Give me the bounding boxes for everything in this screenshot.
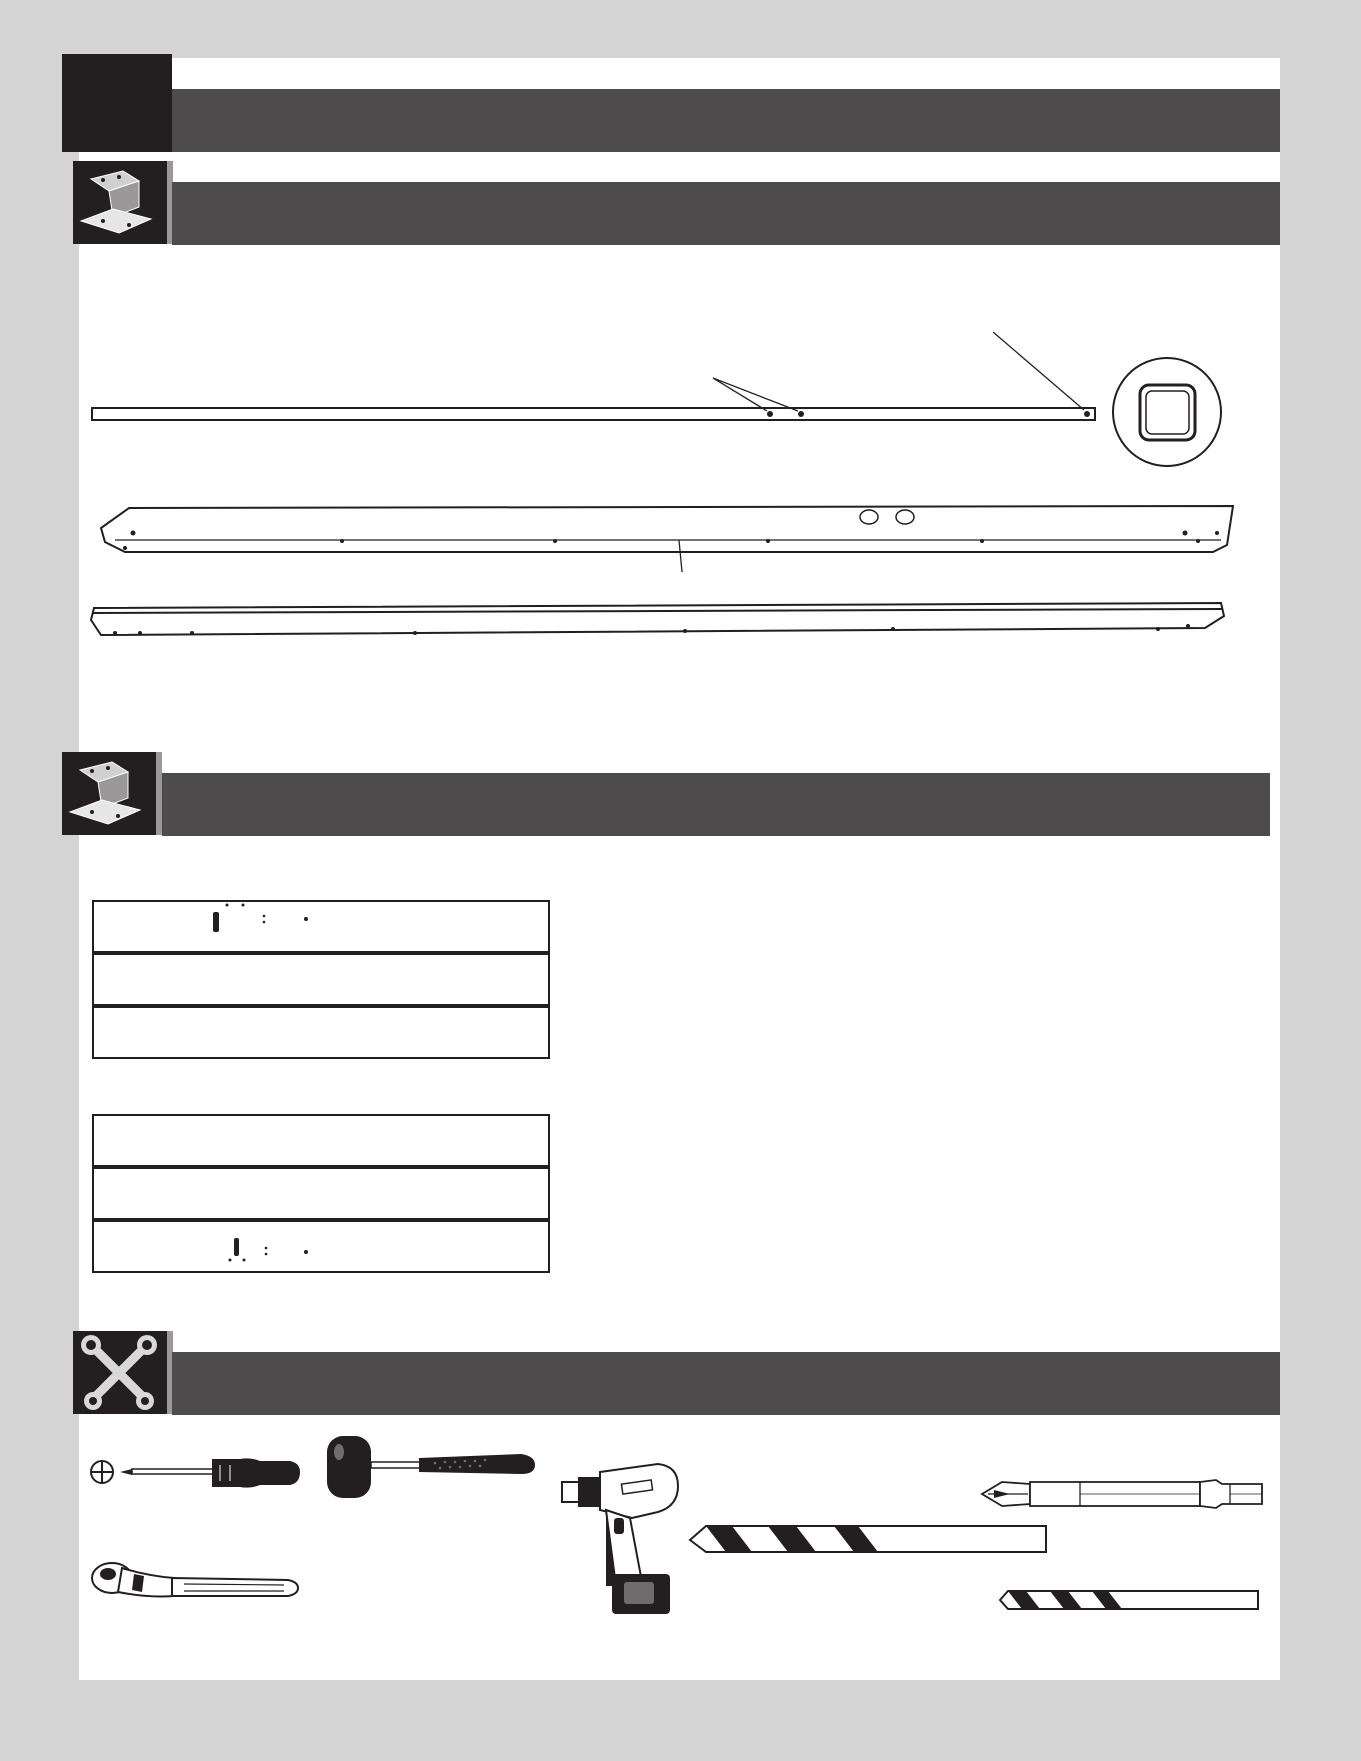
hardware-row <box>92 953 550 1006</box>
step-number-block <box>62 54 172 152</box>
hardware-row <box>92 1006 550 1059</box>
hardware-row <box>92 1114 550 1167</box>
hardware-section-bar <box>162 773 1270 836</box>
hardware-row <box>92 900 550 953</box>
flat-bar-part <box>92 332 1095 420</box>
phillips-screwdriver-icon <box>90 1455 302 1505</box>
tools-section-icon-box <box>73 1331 173 1414</box>
side-rail-part <box>101 506 1233 572</box>
hardware-row <box>92 1167 550 1220</box>
instruction-sheet <box>79 58 1280 1680</box>
cordless-drill-icon <box>560 1462 685 1620</box>
hardware-section-icon-box <box>62 752 162 835</box>
ratchet-wrench-icon <box>88 1558 302 1608</box>
wrench-icon <box>73 1331 167 1414</box>
phillips-bit-icon <box>980 1474 1270 1514</box>
parts-section-icon-box <box>73 161 173 244</box>
parts-section-bar <box>172 182 1280 245</box>
rubber-mallet-icon <box>325 1432 537 1502</box>
bracket-icon <box>73 161 167 244</box>
drill-bit-icon <box>998 1588 1262 1612</box>
parts-drawing <box>85 320 1275 660</box>
masonry-drill-bit-icon <box>688 1522 1050 1556</box>
channel-rail-part <box>91 603 1224 635</box>
tools-section-bar <box>172 1352 1280 1415</box>
tube-cross-section-detail <box>1113 358 1221 466</box>
screw-icon <box>94 902 552 955</box>
hardware-row <box>92 1220 550 1273</box>
bracket-icon <box>62 752 156 835</box>
step-title-bar <box>172 89 1280 152</box>
bolt-icon <box>94 1222 552 1275</box>
